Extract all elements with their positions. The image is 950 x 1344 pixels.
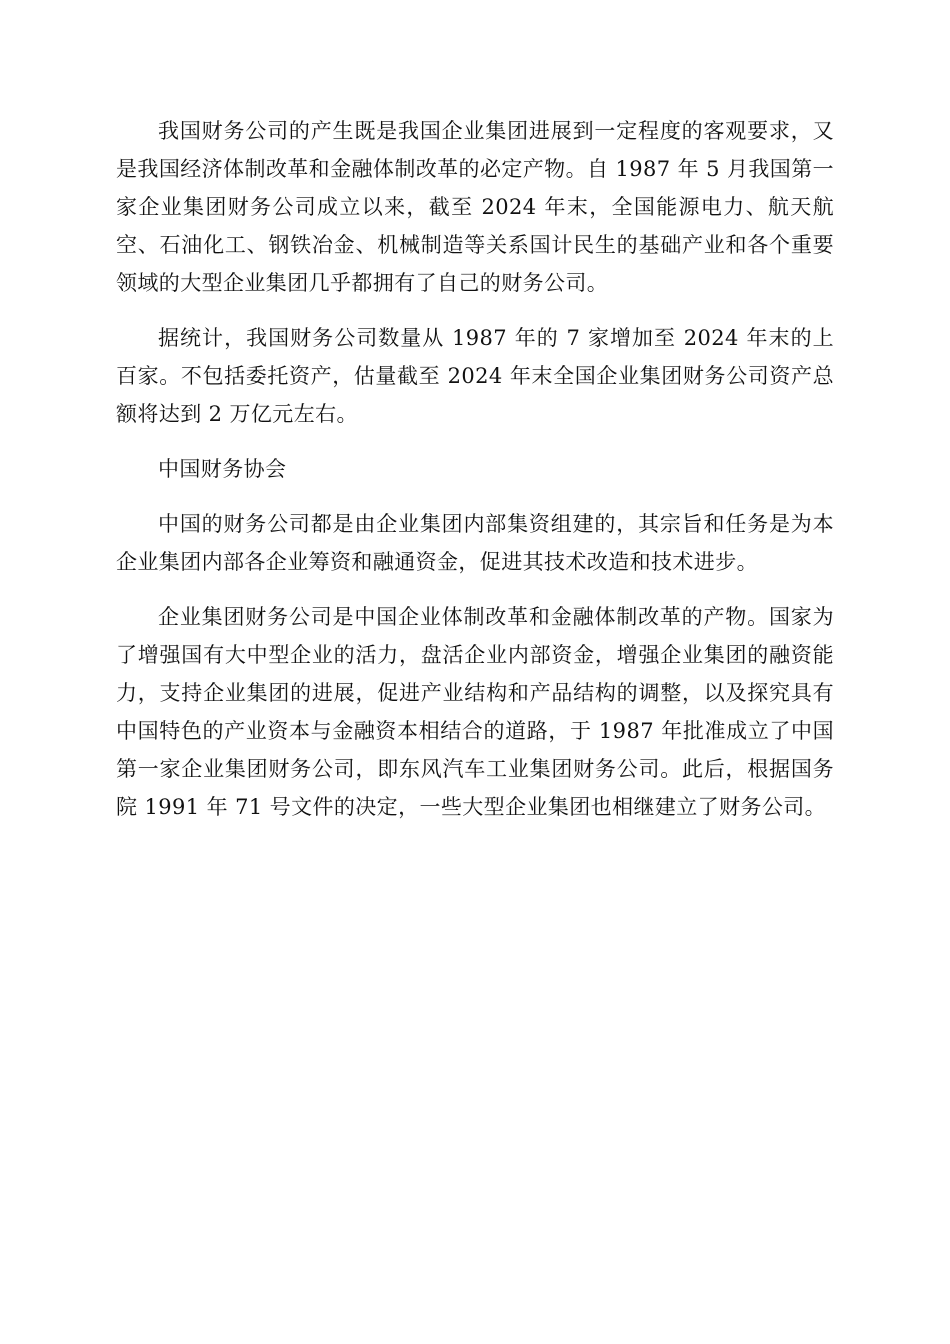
paragraph-history: 企业集团财务公司是中国企业体制改革和金融体制改革的产物。国家为了增强国有大中型企业的活力，盘活企业内部资金，增强企业集团的融资能力，支持企业集团的进展，促进产业结构和产品结构的调整，以及探究具有中国特色的产业资本与金融资本相结合的道路，于 1987 年批准成立了中国第一家企业集团财务公司，即东风汽车工业集团财务公司。此后，根据国务院 1991 年 71 号文件的决定，一些大型企业集团也相继建立了财务公司。 — [116, 605, 834, 819]
paragraph-origin: 我国财务公司的产生既是我国企业集团进展到一定程度的客观要求，又是我国经济体制改革和金融体制改革的必定产物。自 1987 年 5 月我国第一家企业集团财务公司成立以来，截至 2024 年末，全国能源电力、航天航空、石油化工、钢铁冶金、机械制造等关系国计民生的基础产业和各个重要领域的大型企业集团几乎都拥有了自己的财务公司。 — [116, 119, 834, 295]
section-heading: 中国财务协会 — [158, 457, 287, 481]
paragraph-purpose: 中国的财务公司都是由企业集团内部集资组建的，其宗旨和任务是为本企业集团内部各企业筹资和融通资金，促进其技术改造和技术进步。 — [116, 512, 834, 574]
document-body — [116, 112, 834, 843]
paragraph-statistics: 据统计，我国财务公司数量从 1987 年的 7 家增加至 2024 年末的上百家。不包括委托资产，估量截至 2024 年末全国企业集团财务公司资产总额将达到 2 万亿元左右。 — [116, 326, 834, 426]
